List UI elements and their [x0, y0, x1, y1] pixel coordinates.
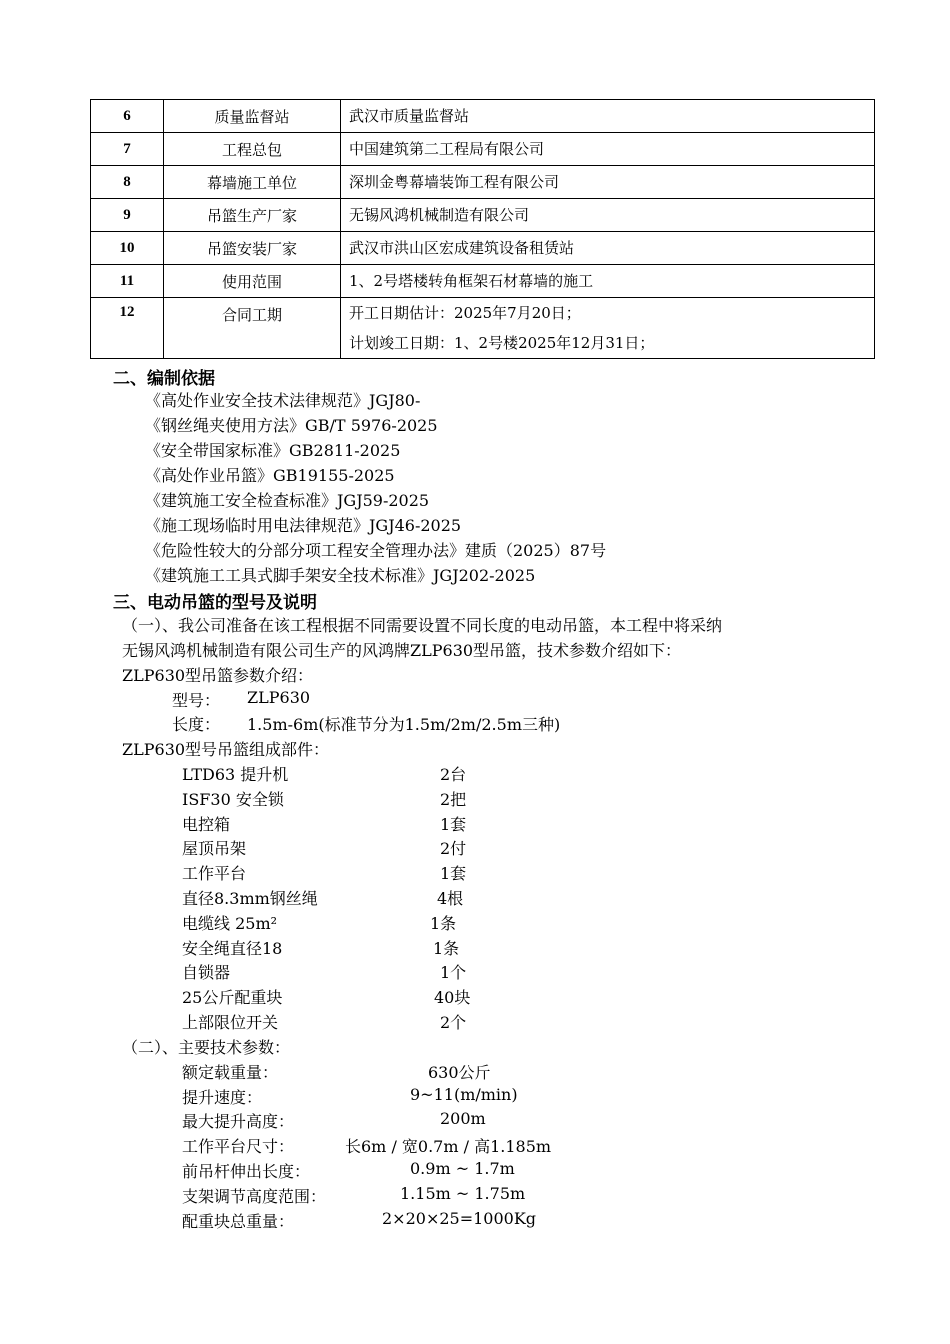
tech-value: 长6m / 宽0.7m / 高1.185m: [345, 1137, 552, 1156]
row-value: [341, 100, 875, 133]
reference-item: 《高处作业安全技术法律规范》JGJ80-: [145, 391, 421, 410]
row-value-line: 武汉市洪山区宏成建筑设备租赁站: [349, 239, 575, 257]
model-label: 型号：: [172, 691, 221, 710]
row-number: 10: [91, 232, 164, 265]
table-row: [91, 265, 875, 298]
row-value-line: 中国建筑第二工程局有限公司: [349, 140, 545, 158]
row-value: [341, 232, 875, 265]
table-row: [91, 199, 875, 232]
part-name: 工作平台: [182, 864, 247, 883]
row-value-line: 深圳金粤幕墙装饰工程有限公司: [349, 173, 560, 191]
row-item: 使用范围: [164, 265, 341, 298]
part-name: 直径8.3mm钢丝绳: [182, 889, 318, 908]
row-value-line: 1、2号塔楼转角框架石材幕墙的施工: [349, 272, 594, 290]
tech-name: 提升速度：: [182, 1088, 263, 1107]
row-value: [341, 298, 875, 359]
table-row: [91, 298, 875, 359]
part-qty: 1套: [440, 815, 467, 834]
row-value: [341, 166, 875, 199]
length-value: 1.5m-6m(标准节分为1.5m/2m/2.5m三种): [247, 715, 561, 734]
reference-item: 《危险性较大的分部分项工程安全管理办法》建质（2025）87号: [145, 541, 607, 560]
row-value: [341, 199, 875, 232]
parts-heading: ZLP630型号吊篮组成部件：: [122, 740, 330, 759]
tech-name: 前吊杆伸出长度：: [182, 1162, 311, 1181]
section-2-title: 二、编制依据: [113, 369, 215, 389]
part-qty: 2付: [440, 839, 467, 858]
table-row: [91, 232, 875, 265]
part-name: 上部限位开关: [182, 1013, 279, 1032]
row-item: 吊篮安装厂家: [164, 232, 341, 265]
row-value-line: 武汉市质量监督站: [349, 107, 470, 125]
reference-item: 《施工现场临时用电法律规范》JGJ46-2025: [145, 516, 462, 535]
reference-item: 《建筑施工安全检查标准》JGJ59-2025: [145, 491, 430, 510]
part-qty: 2台: [440, 765, 467, 784]
part-qty: 1个: [440, 963, 467, 982]
row-number: 8: [91, 166, 164, 199]
tech-name: 最大提升高度：: [182, 1112, 295, 1131]
row-item: 工程总包: [164, 133, 341, 166]
reference-item: 《安全带国家标准》GB2811-2025: [145, 441, 401, 460]
part-name: 电缆线 25m²: [182, 914, 278, 933]
tech-value: 2×20×25=1000Kg: [382, 1209, 537, 1228]
part-qty: 1条: [430, 914, 457, 933]
tech-value: 0.9m ~ 1.7m: [410, 1159, 515, 1178]
row-value-line: 开工日期估计：2025年7月20日；: [349, 304, 581, 322]
project-info-table: [90, 99, 875, 359]
section-3-title: 三、电动吊篮的型号及说明: [113, 593, 317, 613]
tech-name: 工作平台尺寸：: [182, 1137, 295, 1156]
length-label: 长度：: [172, 715, 221, 734]
part-name: 屋顶吊架: [182, 839, 247, 858]
row-value-line: 无锡风鸿机械制造有限公司: [349, 206, 530, 224]
tech-name: 支架调节高度范围：: [182, 1187, 327, 1206]
part-qty: 2把: [440, 790, 467, 809]
intro-line: 无锡风鸿机械制造有限公司生产的风鸿牌ZLP630型吊篮，技术参数介绍如下：: [122, 641, 682, 660]
part-qty: 1套: [440, 864, 467, 883]
row-number: 6: [91, 100, 164, 133]
tech-name: 额定载重量：: [182, 1063, 279, 1082]
row-number: 9: [91, 199, 164, 232]
row-number: 11: [91, 265, 164, 298]
params-heading: ZLP630型吊篮参数介绍：: [122, 666, 314, 685]
part-name: 25公斤配重块: [182, 988, 283, 1007]
row-item: 合同工期: [164, 298, 341, 359]
part-name: 电控箱: [182, 815, 231, 834]
intro-line: （一）、我公司准备在该工程根据不同需要设置不同长度的电动吊篮，本工程中将采纳: [122, 616, 723, 635]
tech-value: 630公斤: [428, 1063, 491, 1082]
table-row: [91, 100, 875, 133]
part-name: LTD63 提升机: [182, 765, 289, 784]
row-number: 7: [91, 133, 164, 166]
reference-item: 《钢丝绳夹使用方法》GB/T 5976-2025: [145, 416, 438, 435]
part-qty: 4根: [437, 889, 464, 908]
tech-value: 9~11(m/min): [410, 1085, 518, 1104]
part-qty: 1条: [433, 939, 460, 958]
reference-item: 《高处作业吊篮》GB19155-2025: [145, 466, 395, 485]
row-value-line: 计划竣工日期：1、2号楼2025年12月31日；: [349, 334, 655, 352]
table-row: [91, 166, 875, 199]
part-name: 安全绳直径18: [182, 939, 283, 958]
part-qty: 2个: [440, 1013, 467, 1032]
row-number: 12: [91, 298, 164, 359]
reference-item: 《建筑施工工具式脚手架安全技术标准》JGJ202-2025: [145, 566, 536, 585]
row-value: [341, 265, 875, 298]
part-qty: 40块: [434, 988, 471, 1007]
part-name: 自锁器: [182, 963, 231, 982]
model-value: ZLP630: [247, 688, 311, 707]
row-item: 质量监督站: [164, 100, 341, 133]
tech-name: 配重块总重量：: [182, 1212, 295, 1231]
row-item: 幕墙施工单位: [164, 166, 341, 199]
part-name: ISF30 安全锁: [182, 790, 284, 809]
row-value: [341, 133, 875, 166]
tech-heading: （二）、主要技术参数：: [122, 1038, 291, 1057]
row-item: 吊篮生产厂家: [164, 199, 341, 232]
tech-value: 200m: [440, 1109, 486, 1128]
table-row: [91, 133, 875, 166]
tech-value: 1.15m ~ 1.75m: [400, 1184, 526, 1203]
